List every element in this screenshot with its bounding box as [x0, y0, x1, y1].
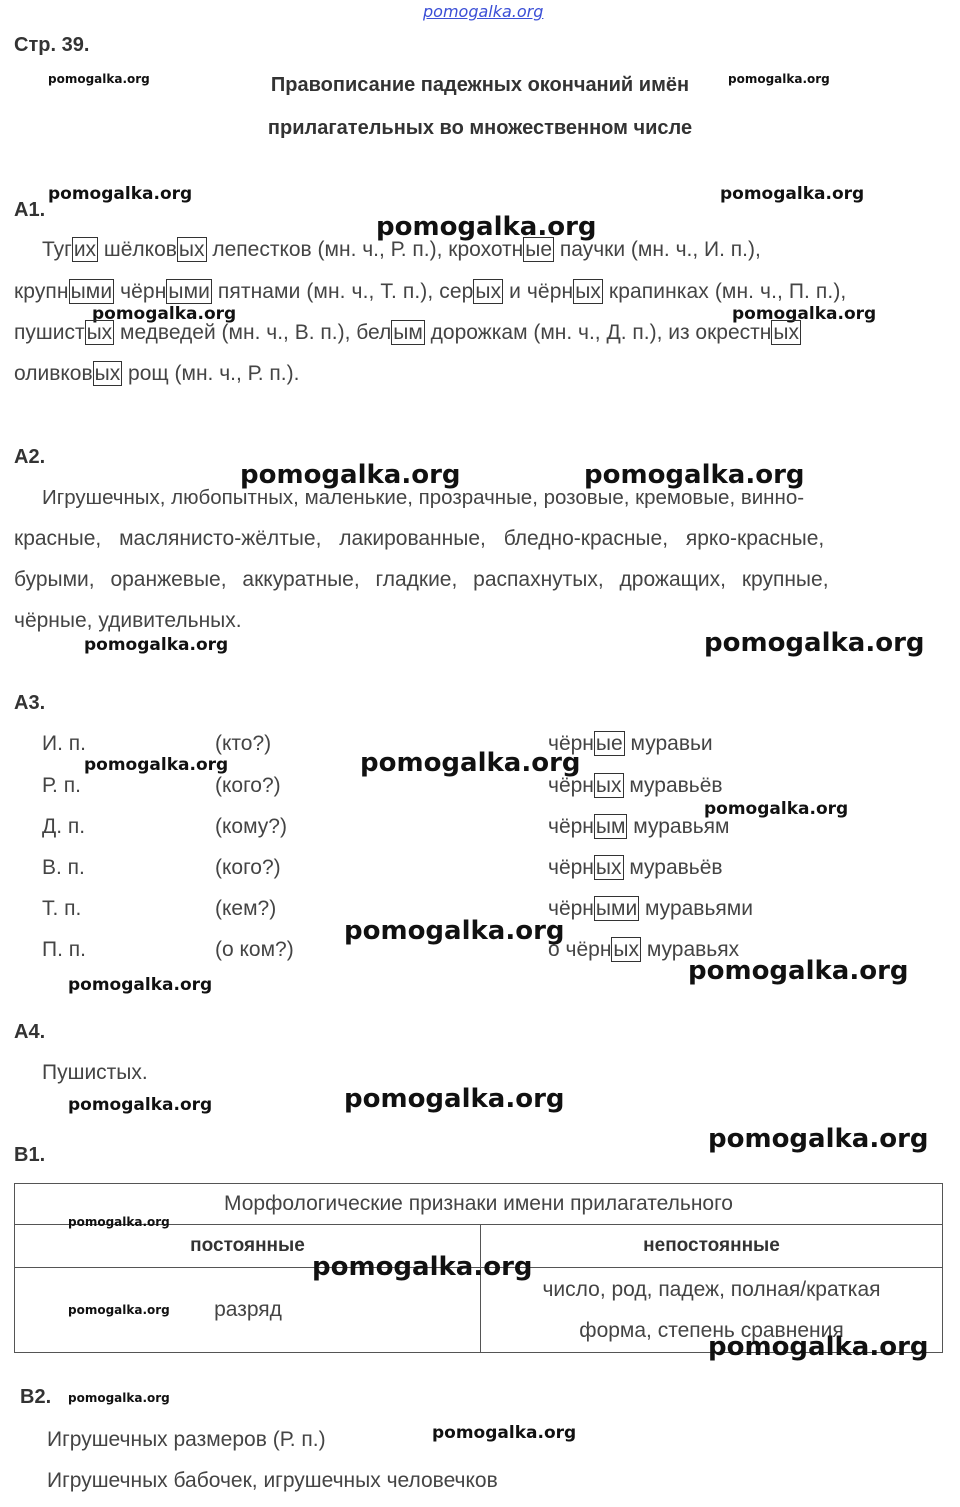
- b2-line-2: Игрушечных бабочек, игрушечных человечков: [47, 1469, 498, 1492]
- task-label-b2: B2.: [20, 1386, 52, 1408]
- ending-box: ым: [595, 815, 626, 838]
- text-fragment: крапинках (мн. ч., П. п.),: [602, 280, 847, 303]
- page-label: Стр. 39.: [14, 34, 90, 56]
- a3-answer: [548, 856, 723, 880]
- task-label-a1: A1.: [14, 199, 46, 221]
- text-fragment: медведей (мн. ч., В. п.), бел: [114, 321, 392, 344]
- text-fragment: Туг: [42, 238, 72, 261]
- ending-box: ых: [773, 321, 799, 344]
- ending-box: ых: [595, 856, 622, 879]
- a3-case: И. п.: [42, 732, 86, 755]
- a1-line-3: [14, 321, 943, 345]
- ending-box: ых: [86, 321, 113, 344]
- watermark: pomogalka.org: [68, 975, 213, 995]
- watermark: pomogalka.org: [84, 635, 229, 655]
- a1-line-2: [14, 280, 943, 304]
- constant-value: разряд: [214, 1298, 282, 1321]
- b2-line-1: Игрушечных размеров (Р. п.): [47, 1428, 326, 1451]
- text-fragment: чёрн: [548, 856, 594, 879]
- watermark: pomogalka.org: [708, 1332, 929, 1362]
- text-fragment: муравьями: [639, 897, 753, 920]
- watermark: pomogalka.org: [584, 460, 805, 490]
- text-fragment: о чёрн: [548, 938, 612, 961]
- ending-box: ых: [178, 238, 205, 261]
- table-title: Морфологические признаки имени прилагательного: [15, 1184, 943, 1225]
- a3-case: Д. п.: [42, 815, 86, 838]
- ending-box: ые: [595, 732, 623, 755]
- watermark: pomogalka.org: [376, 212, 597, 242]
- watermark: pomogalka.org: [84, 755, 229, 775]
- watermark: pomogalka.org: [344, 1084, 565, 1114]
- text-fragment: муравьёв: [623, 856, 723, 879]
- text-fragment: рощ (мн. ч., Р. п.).: [122, 362, 300, 385]
- a3-question: (кому?): [215, 815, 287, 838]
- watermark: pomogalka.org: [720, 184, 865, 204]
- text-fragment: чёрн: [114, 280, 167, 303]
- ending-box: ыми: [70, 280, 113, 303]
- ending-box: ых: [475, 280, 502, 303]
- a1-line-1: [42, 238, 943, 262]
- a3-question: (о ком?): [215, 938, 294, 961]
- text-fragment: муравьях: [641, 938, 740, 961]
- watermark: pomogalka.org: [423, 2, 544, 21]
- a3-question: (кого?): [215, 774, 281, 797]
- ending-box: ыми: [168, 280, 210, 303]
- watermark: pomogalka.org: [704, 799, 849, 819]
- ending-box: ых: [613, 938, 640, 961]
- watermark: pomogalka.org: [732, 304, 877, 324]
- text-fragment: муравьям: [627, 815, 730, 838]
- text-fragment: пятнами (мн. ч., Т. п.), сер: [211, 280, 474, 303]
- a3-question: (кого?): [215, 856, 281, 879]
- watermark: pomogalka.org: [728, 72, 830, 86]
- a1-line-4: [14, 362, 943, 386]
- a2-line-3: бурыми, оранжевые, аккуратные, гладкие, распахнутых, дрожащих, крупные,: [14, 568, 829, 591]
- a3-case: Т. п.: [42, 897, 82, 920]
- watermark: pomogalka.org: [688, 956, 909, 986]
- watermark: pomogalka.org: [704, 628, 925, 658]
- a2-line-1: Игрушечных, любопытных, маленькие, прозрачные, розовые, кремовые, винно-: [42, 486, 805, 509]
- page-title-line1: Правописание падежных окончаний имён: [270, 74, 690, 96]
- text-fragment: чёрн: [548, 774, 594, 797]
- task-label-a4: A4.: [14, 1021, 46, 1043]
- a3-case: П. п.: [42, 938, 86, 961]
- text-fragment: оливков: [14, 362, 93, 385]
- variable-value-line1: число, род, падеж, полная/краткая: [542, 1278, 881, 1301]
- watermark: pomogalka.org: [48, 72, 150, 86]
- ending-box: ыми: [595, 897, 638, 920]
- a3-question: (кто?): [215, 732, 272, 755]
- task-label-a3: A3.: [14, 692, 46, 714]
- watermark: pomogalka.org: [48, 184, 193, 204]
- watermark: pomogalka.org: [240, 460, 461, 490]
- text-fragment: муравьи: [624, 732, 713, 755]
- a3-case: В. п.: [42, 856, 85, 879]
- a3-answer: [548, 774, 723, 798]
- a2-line-2: красные, маслянисто-жёлтые, лакированные, бледно-красные, ярко-красные,: [14, 527, 825, 550]
- text-fragment: дорожкам (мн. ч., Д. п.), из окрестн: [424, 321, 772, 344]
- watermark: pomogalka.org: [68, 1095, 213, 1115]
- watermark: pomogalka.org: [68, 1303, 170, 1317]
- a3-answer: [548, 815, 729, 839]
- watermark: pomogalka.org: [312, 1252, 533, 1282]
- ending-box: ым: [393, 321, 423, 344]
- ending-box: ых: [595, 774, 622, 797]
- watermark: pomogalka.org: [708, 1124, 929, 1154]
- watermark: pomogalka.org: [432, 1423, 577, 1443]
- a3-question: (кем?): [215, 897, 277, 920]
- column-header-constant: постоянные: [15, 1225, 481, 1268]
- watermark: pomogalka.org: [92, 304, 237, 324]
- watermark: pomogalka.org: [360, 748, 581, 778]
- text-fragment: чёрн: [548, 732, 594, 755]
- ending-box: ых: [575, 280, 601, 303]
- a4-answer: Пушистых.: [42, 1061, 148, 1084]
- a3-case: Р. п.: [42, 774, 81, 797]
- column-header-variable: непостоянные: [481, 1225, 943, 1268]
- text-fragment: пушист: [14, 321, 85, 344]
- text-fragment: лепестков (мн. ч., Р. п.), крохотн: [206, 238, 524, 261]
- variable-value-line2: форма, степень сравнения: [579, 1319, 844, 1342]
- text-fragment: и чёрн: [503, 280, 574, 303]
- a3-answer: [548, 897, 753, 921]
- watermark: pomogalka.org: [68, 1215, 170, 1229]
- ending-box: их: [73, 238, 97, 261]
- task-label-b1: B1.: [14, 1144, 46, 1166]
- text-fragment: паучки (мн. ч., И. п.),: [554, 238, 761, 261]
- text-fragment: шёлков: [98, 238, 177, 261]
- text-fragment: чёрн: [548, 815, 594, 838]
- ending-box: ых: [94, 362, 121, 385]
- text-fragment: крупн: [14, 280, 69, 303]
- text-fragment: чёрн: [548, 897, 594, 920]
- ending-box: ые: [525, 238, 553, 261]
- task-label-a2: A2.: [14, 446, 46, 468]
- a2-line-4: чёрные, удивительных.: [14, 609, 242, 632]
- page-title-line2: прилагательных во множественном числе: [267, 117, 693, 139]
- watermark: pomogalka.org: [68, 1391, 170, 1405]
- watermark: pomogalka.org: [344, 916, 565, 946]
- text-fragment: муравьёв: [623, 774, 723, 797]
